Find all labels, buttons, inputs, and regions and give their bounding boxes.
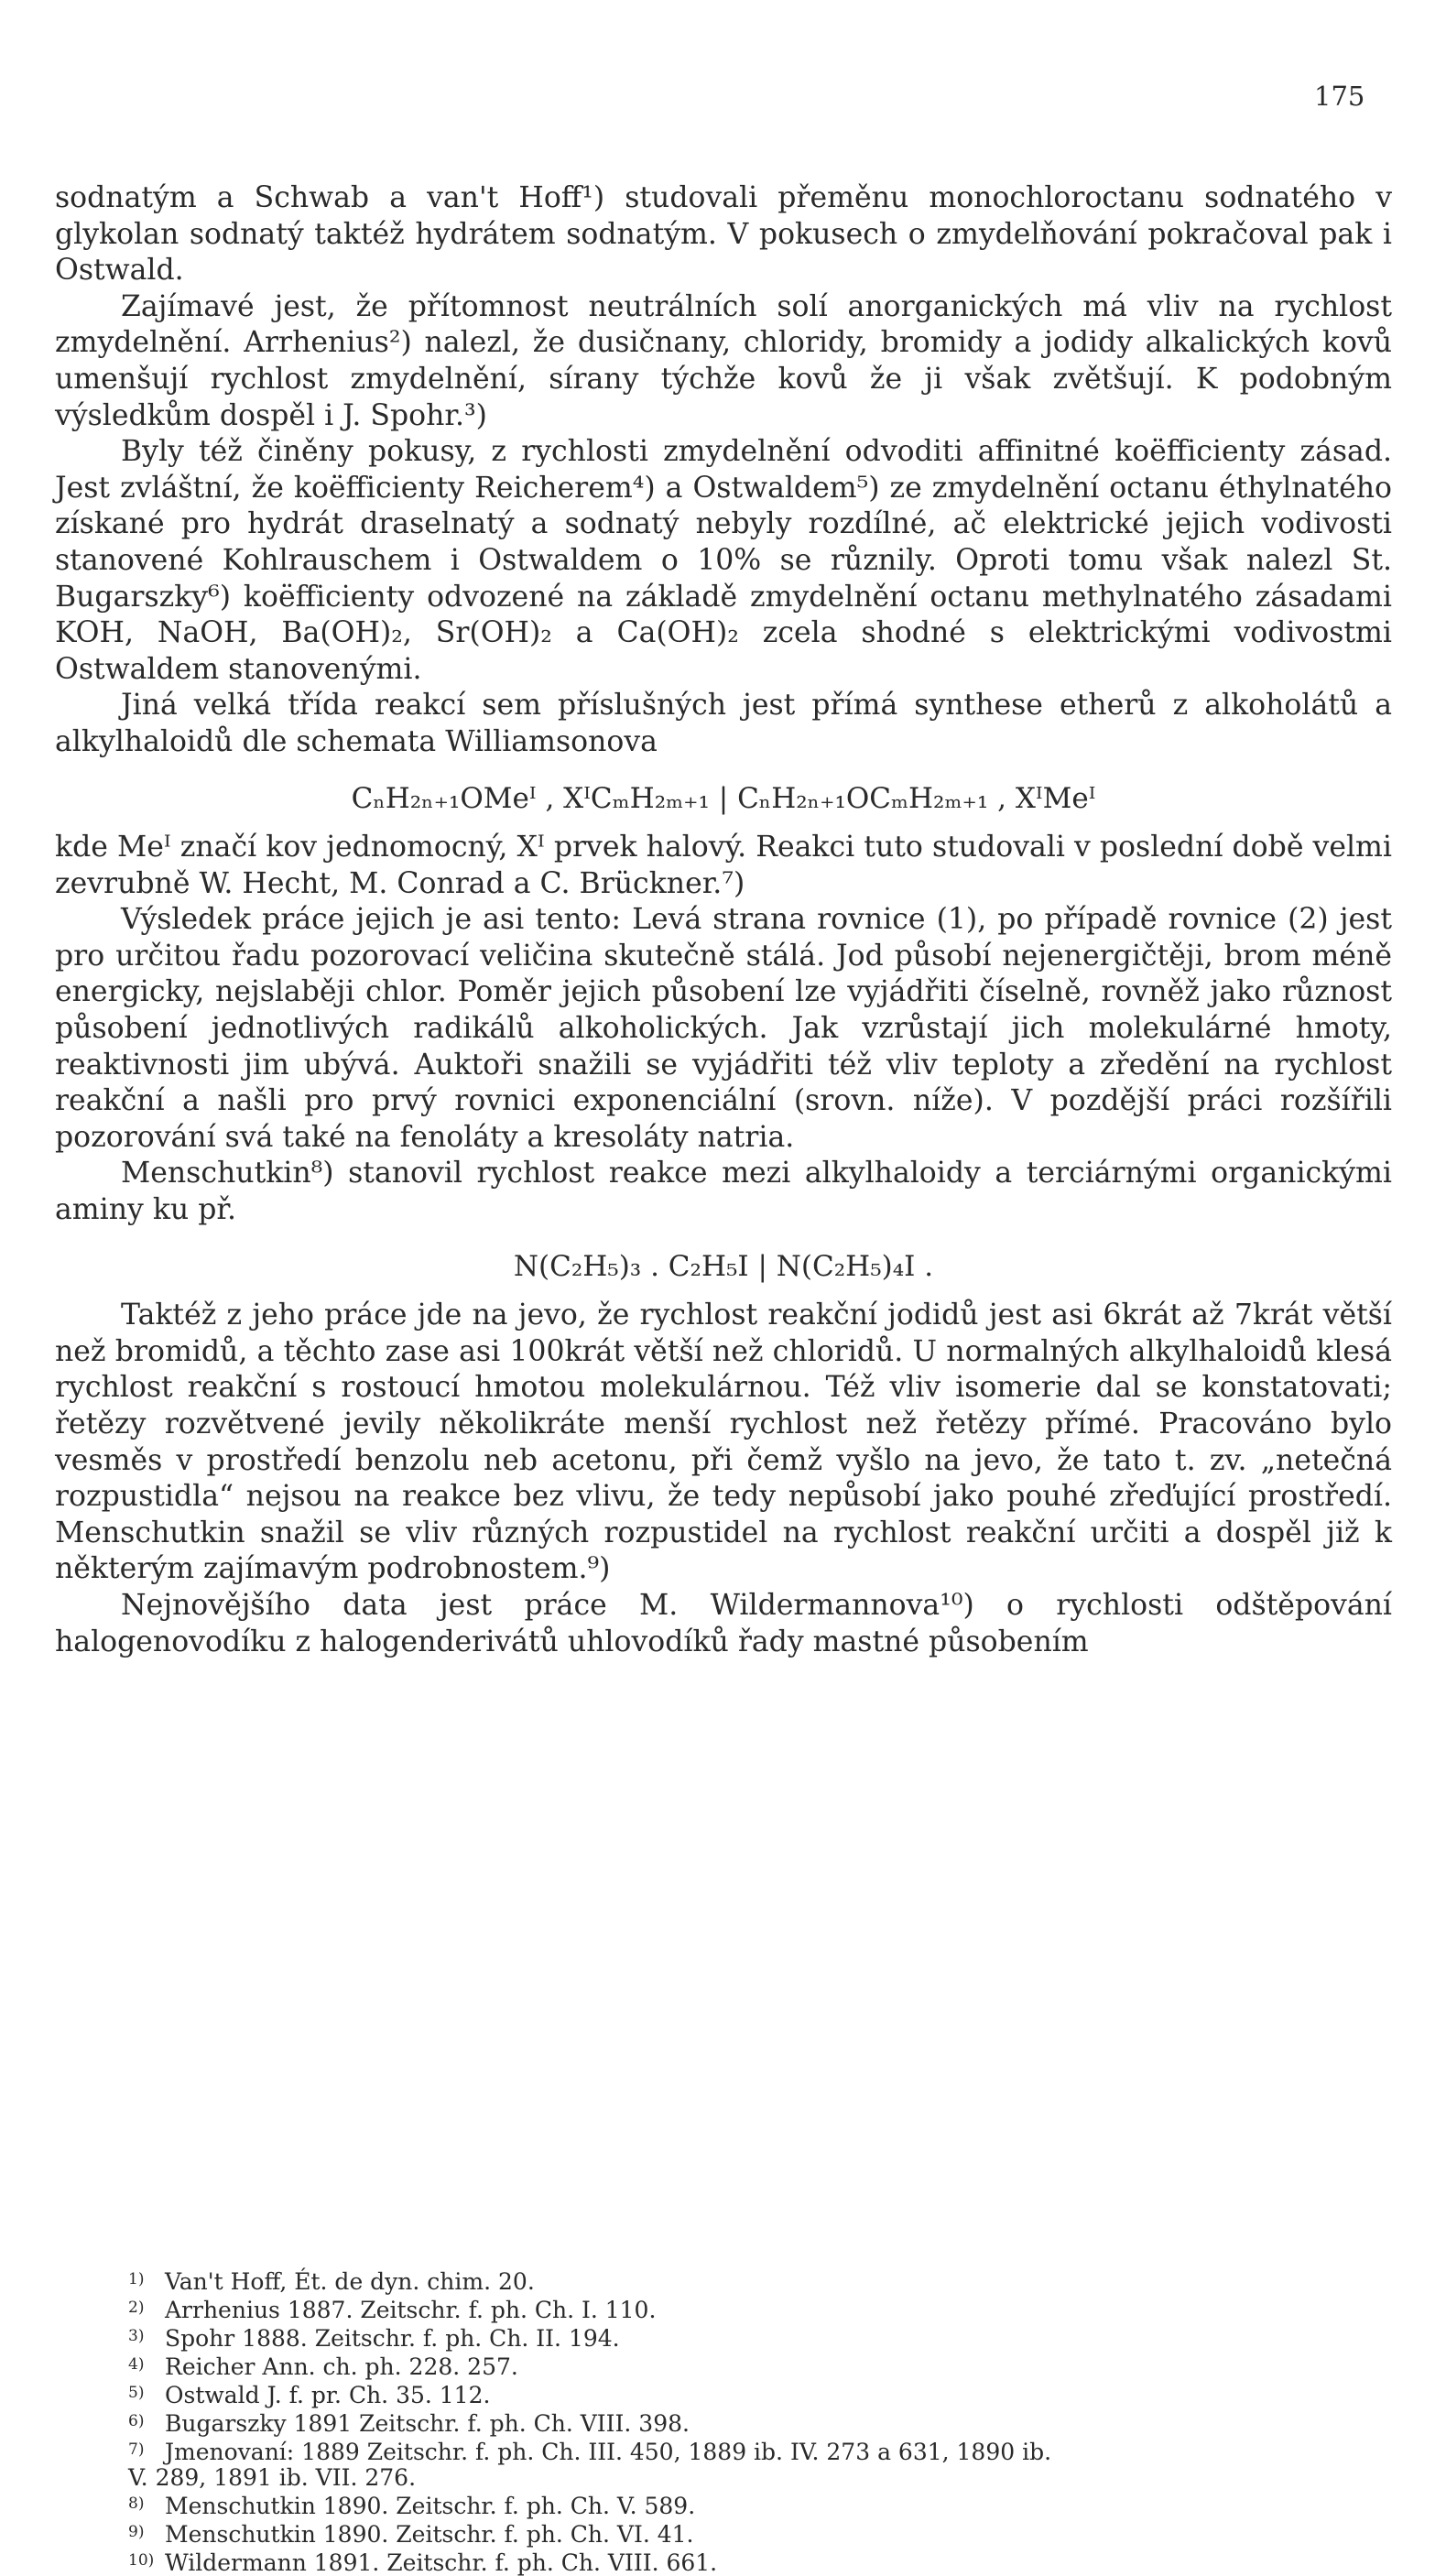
- footnote-number: 6): [128, 2412, 145, 2430]
- formula-menschutkin: N(C₂H₅)₃ . C₂H₅I | N(C₂H₅)₄I .: [513, 1249, 934, 1283]
- body-text: [55, 180, 1392, 1660]
- footnote-text: Spohr 1888. Zeitschr. f. ph. Ch. II. 194.: [165, 2325, 620, 2352]
- footnote: [55, 2519, 1392, 2548]
- footnote-number: 1): [128, 2270, 145, 2288]
- footnote-number: 4): [128, 2355, 145, 2374]
- formula-williamson: CₙH₂ₙ₊₁OMeᴵ , XᴵCₘH₂ₘ₊₁ | CₙH₂ₙ₊₁OCₘH₂ₘ₊₁ , XᴵMeᴵ: [351, 781, 1096, 815]
- paragraph: Jiná velká třída reakcí sem příslušných jest přímá synthese etherů z alkoholátů a alkylhaloidů dle schemata Williamsonova: [55, 689, 1392, 758]
- footnote: [55, 2408, 1392, 2437]
- footnote-text: Jmenovaní: 1889 Zeitschr. f. ph. Ch. III. 450, 1889 ib. IV. 273 a 631, 1890 ib.: [165, 2439, 1052, 2465]
- footnote-text: Arrhenius 1887. Zeitschr. f. ph. Ch. I. 110.: [165, 2297, 657, 2323]
- footnote: [55, 2491, 1392, 2519]
- footnote-text: Ostwald J. f. pr. Ch. 35. 112.: [165, 2382, 491, 2408]
- footnote-continuation: [55, 2465, 1392, 2491]
- footnotes: [55, 2266, 1392, 2576]
- footnote: [55, 2266, 1392, 2295]
- footnote-text: Menschutkin 1890. Zeitschr. f. ph. Ch. VI. 41.: [165, 2521, 694, 2548]
- paragraph: Nejnovějšího data jest práce M. Wildermannova¹⁰) o rychlosti odštěpování halogenovodíku z halogenderivátů uhlovodíků řady mastné působením: [55, 1588, 1392, 1658]
- page-number: 175: [1314, 81, 1365, 112]
- paragraph: Taktéž z jeho práce jde na jevo, že rychlost reakční jodidů jest asi 6krát až 7krát větší než bromidů, a těchto zase asi 100krát větší než chloridů. U normalných alkylhaloidů klesá rychlost reakční s rostoucí hmotou molekulárnou. Též vliv isomerie dal se konstatovati; řetězy rozvětvené jevily několikráte menší rychlost než řetězy přímé. Pracováno bylo vesměs v prostředí benzolu neb acetonu, při čemž vyšlo na jevo, že tato t. zv. „netečná rozpustidla“ nejsou na reakce bez vlivu, že tedy nepůsobí jako pouhé zřeďující prostředí. Menschutkin snažil se vliv různých rozpustidel na rychlost reakční určiti a dospěl již k některým zajímavým podrobnostem.⁹): [55, 1299, 1392, 1586]
- paragraph: Zajímavé jest, že přítomnost neutrálních solí anorganických má vliv na rychlost zmydelnění. Arrhenius²) nalezl, že dusičnany, chloridy, bromidy a jodidy alkalických kovů umenšují rychlost zmydelnění, sírany týchže kovů že ji však zvětšují. K podobným výsledkům dospěl i J. Spohr.³): [55, 289, 1392, 432]
- paragraph: Výsledek práce jejich je asi tento: Levá strana rovnice (1), po případě rovnice (2) jest pro určitou řadu pozorovací veličina skutečně stálá. Jod působí nejenergičtěji, brom méně energicky, nejslaběji chlor. Poměr jejich působení lze vyjádřiti číselně, rovněž jako různost působení jednotlivých radikálů alkoholických. Jak vzrůstají jich molekulárné hmoty, reaktivnosti jim ubývá. Auktoři snažili se vyjádřiti též vliv teploty a zředění na rychlost reakční a našli pro prvý rovnici exponenciální (srovn. níže). V pozdější práci rozšířili pozorování svá také na fenoláty a kresoláty natria.: [55, 903, 1392, 1154]
- footnote-number: 9): [128, 2523, 145, 2541]
- footnote-number: 2): [128, 2299, 145, 2317]
- footnote-number: 7): [128, 2440, 145, 2459]
- footnote-text: V. 289, 1891 ib. VII. 276.: [128, 2464, 417, 2491]
- footnote: [55, 2437, 1392, 2465]
- footnote-number: 10): [128, 2551, 155, 2570]
- footnote: [55, 2323, 1392, 2352]
- paragraph: kde Meᴵ značí kov jednomocný, Xᴵ prvek halový. Reakci tuto studovali v poslední době velmi zevrubně W. Hecht, M. Conrad a C. Brückner.⁷): [55, 831, 1392, 900]
- footnote-text: Van't Hoff, Ét. de dyn. chim. 20.: [165, 2268, 535, 2295]
- paragraph: Byly též činěny pokusy, z rychlosti zmydelnění odvoditi affinitné koëfficienty zásad. Jest zvláštní, že koëfficienty Reicherem⁴) a Ostwaldem⁵) ze zmydelnění octanu éthylnatého získané pro hydrát draselnatý a sodnatý nebyly rozdílné, ač elektrické jejich vodivosti stanovené Kohlrauschem i Ostwaldem o 10% se různily. Oproti tomu však nalezl St. Bugarszky⁶) koëfficienty odvozené na základě zmydelnění octanu methylnatého zásadami KOH, NaOH, Ba(OH)₂, Sr(OH)₂ a Ca(OH)₂ zcela shodné s elektrickými vodivostmi Ostwaldem stanovenými.: [55, 435, 1392, 686]
- footnote-text: Menschutkin 1890. Zeitschr. f. ph. Ch. V. 589.: [165, 2493, 696, 2519]
- footnote: [55, 2295, 1392, 2323]
- footnote-text: Reicher Ann. ch. ph. 228. 257.: [165, 2353, 518, 2380]
- footnote: [55, 2548, 1392, 2576]
- footnote: [55, 2380, 1392, 2408]
- footnote-number: 8): [128, 2494, 145, 2513]
- footnote: [55, 2352, 1392, 2380]
- paragraph: Menschutkin⁸) stanovil rychlost reakce mezi alkylhaloidy a terciárnými organickými aminy ku př.: [55, 1157, 1392, 1227]
- footnote-number: 5): [128, 2384, 145, 2402]
- footnote-number: 3): [128, 2327, 145, 2345]
- footnote-text: Bugarszky 1891 Zeitschr. f. ph. Ch. VIII. 398.: [165, 2410, 690, 2437]
- paragraph: sodnatým a Schwab a van't Hoff¹) studovali přeměnu monochloroctanu sodnatého v glykolan sodnatý taktéž hydrátem sodnatým. V pokusech o zmydelňování pokračoval pak i Ostwald.: [55, 181, 1392, 288]
- footnote-text: Wildermann 1891. Zeitschr. f. ph. Ch. VIII. 661.: [165, 2549, 718, 2576]
